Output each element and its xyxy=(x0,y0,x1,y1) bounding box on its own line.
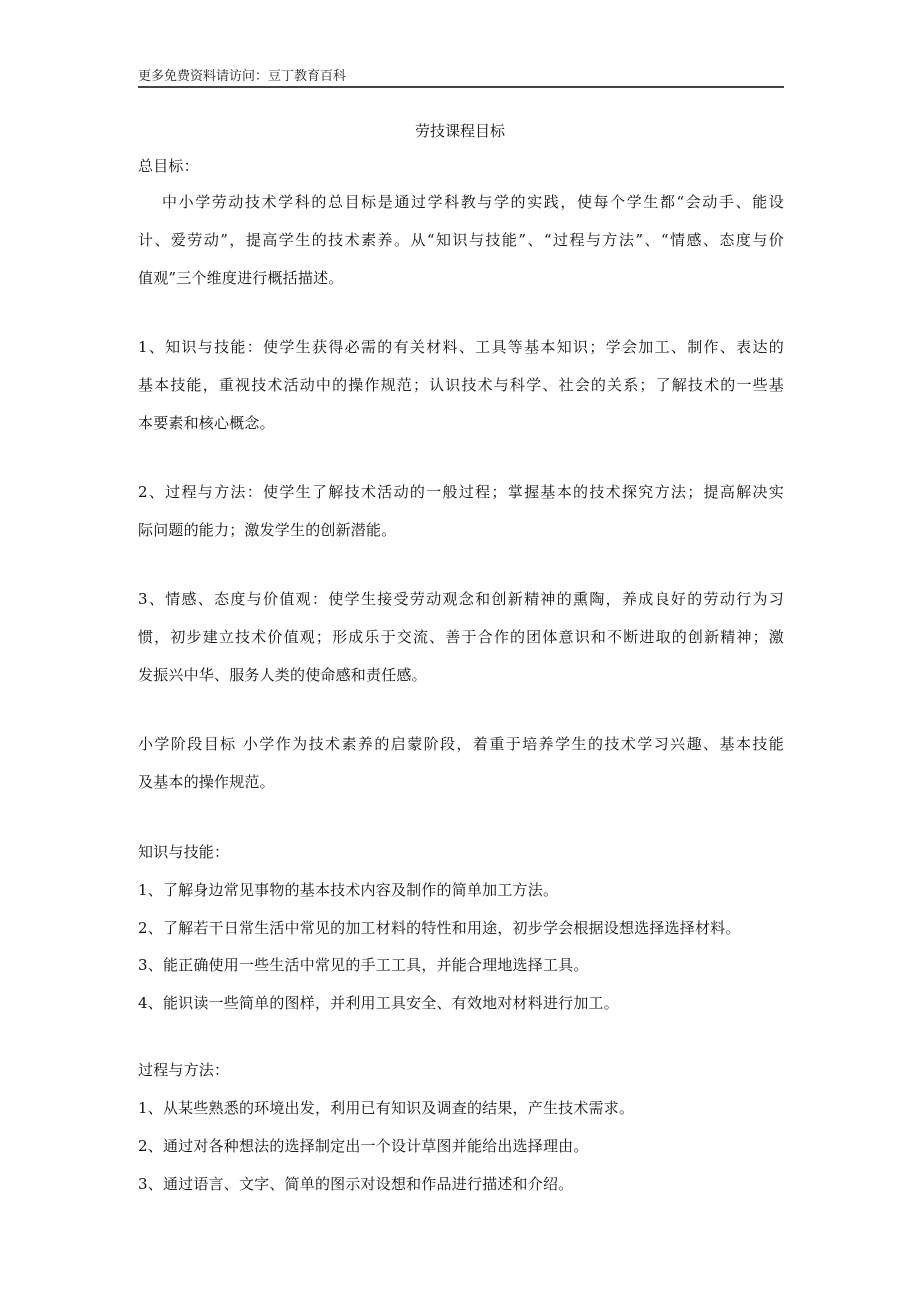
knowledge-skills-item: 3、能正确使用一些生活中常见的手工工具，并能合理地选择工具。 xyxy=(138,956,589,974)
primary-stage-line: 小学阶段目标 小学作为技术素养的启蒙阶段，着重于培养学生的技术学习兴趣、基本技能 xyxy=(138,735,784,753)
overall-goal-line: 中小学劳动技术学科的总目标是通过学科教与学的实践，使每个学生都“会动手、能设 xyxy=(162,193,784,211)
dimension-attitude-line: 发振兴中华、服务人类的使命感和责任感。 xyxy=(138,666,427,684)
dimension-process-line: 际问题的能力；激发学生的创新潜能。 xyxy=(138,521,397,539)
overall-goal-line: 计、爱劳动”，提高学生的技术素养。从“知识与技能”、“过程与方法”、“情感、态度与价 xyxy=(138,231,784,249)
overall-goal-line: 值观”三个维度进行概括描述。 xyxy=(138,269,344,287)
dimension-knowledge-line: 基本技能，重视技术活动中的操作规范；认识技术与科学、社会的关系；了解技术的一些基 xyxy=(138,376,784,394)
process-methods-item: 3、通过语言、文字、简单的图示对设想和作品进行描述和介绍。 xyxy=(138,1175,574,1193)
dimension-knowledge-line: 本要素和核心概念。 xyxy=(138,414,275,432)
dimension-process-line: 2、过程与方法：使学生了解技术活动的一般过程；掌握基本的技术探究方法；提高解决实 xyxy=(138,483,784,501)
knowledge-skills-heading: 知识与技能： xyxy=(138,843,230,861)
dimension-knowledge-line: 1、知识与技能：使学生获得必需的有关材料、工具等基本知识；学会加工、制作、表达的 xyxy=(138,338,784,356)
dimension-attitude-line: 惯，初步建立技术价值观；形成乐于交流、善于合作的团体意识和不断进取的创新精神；激 xyxy=(138,628,784,646)
dimension-attitude-line: 3、情感、态度与价值观：使学生接受劳动观念和创新精神的熏陶，养成良好的劳动行为习 xyxy=(138,590,784,608)
header-divider xyxy=(138,86,784,88)
process-methods-item: 1、从某些熟悉的环境出发，利用已有知识及调查的结果，产生技术需求。 xyxy=(138,1099,635,1117)
primary-stage-line: 及基本的操作规范。 xyxy=(138,773,275,791)
document-title: 劳技课程目标 xyxy=(414,122,505,140)
process-methods-heading: 过程与方法： xyxy=(138,1061,230,1079)
process-methods-item: 2、通过对各种想法的选择制定出一个设计草图并能给出选择理由。 xyxy=(138,1137,589,1155)
knowledge-skills-item: 2、了解若干日常生活中常见的加工材料的特性和用途，初步学会根据设想选择选择材料。 xyxy=(138,919,741,937)
page-header: 更多免费资料请访问：豆丁教育百科 xyxy=(138,69,347,84)
knowledge-skills-item: 4、能识读一些简单的图样，并利用工具安全、有效地对材料进行加工。 xyxy=(138,994,619,1012)
knowledge-skills-item: 1、了解身边常见事物的基本技术内容及制作的简单加工方法。 xyxy=(138,881,559,899)
overall-goal-heading: 总目标： xyxy=(138,157,199,175)
